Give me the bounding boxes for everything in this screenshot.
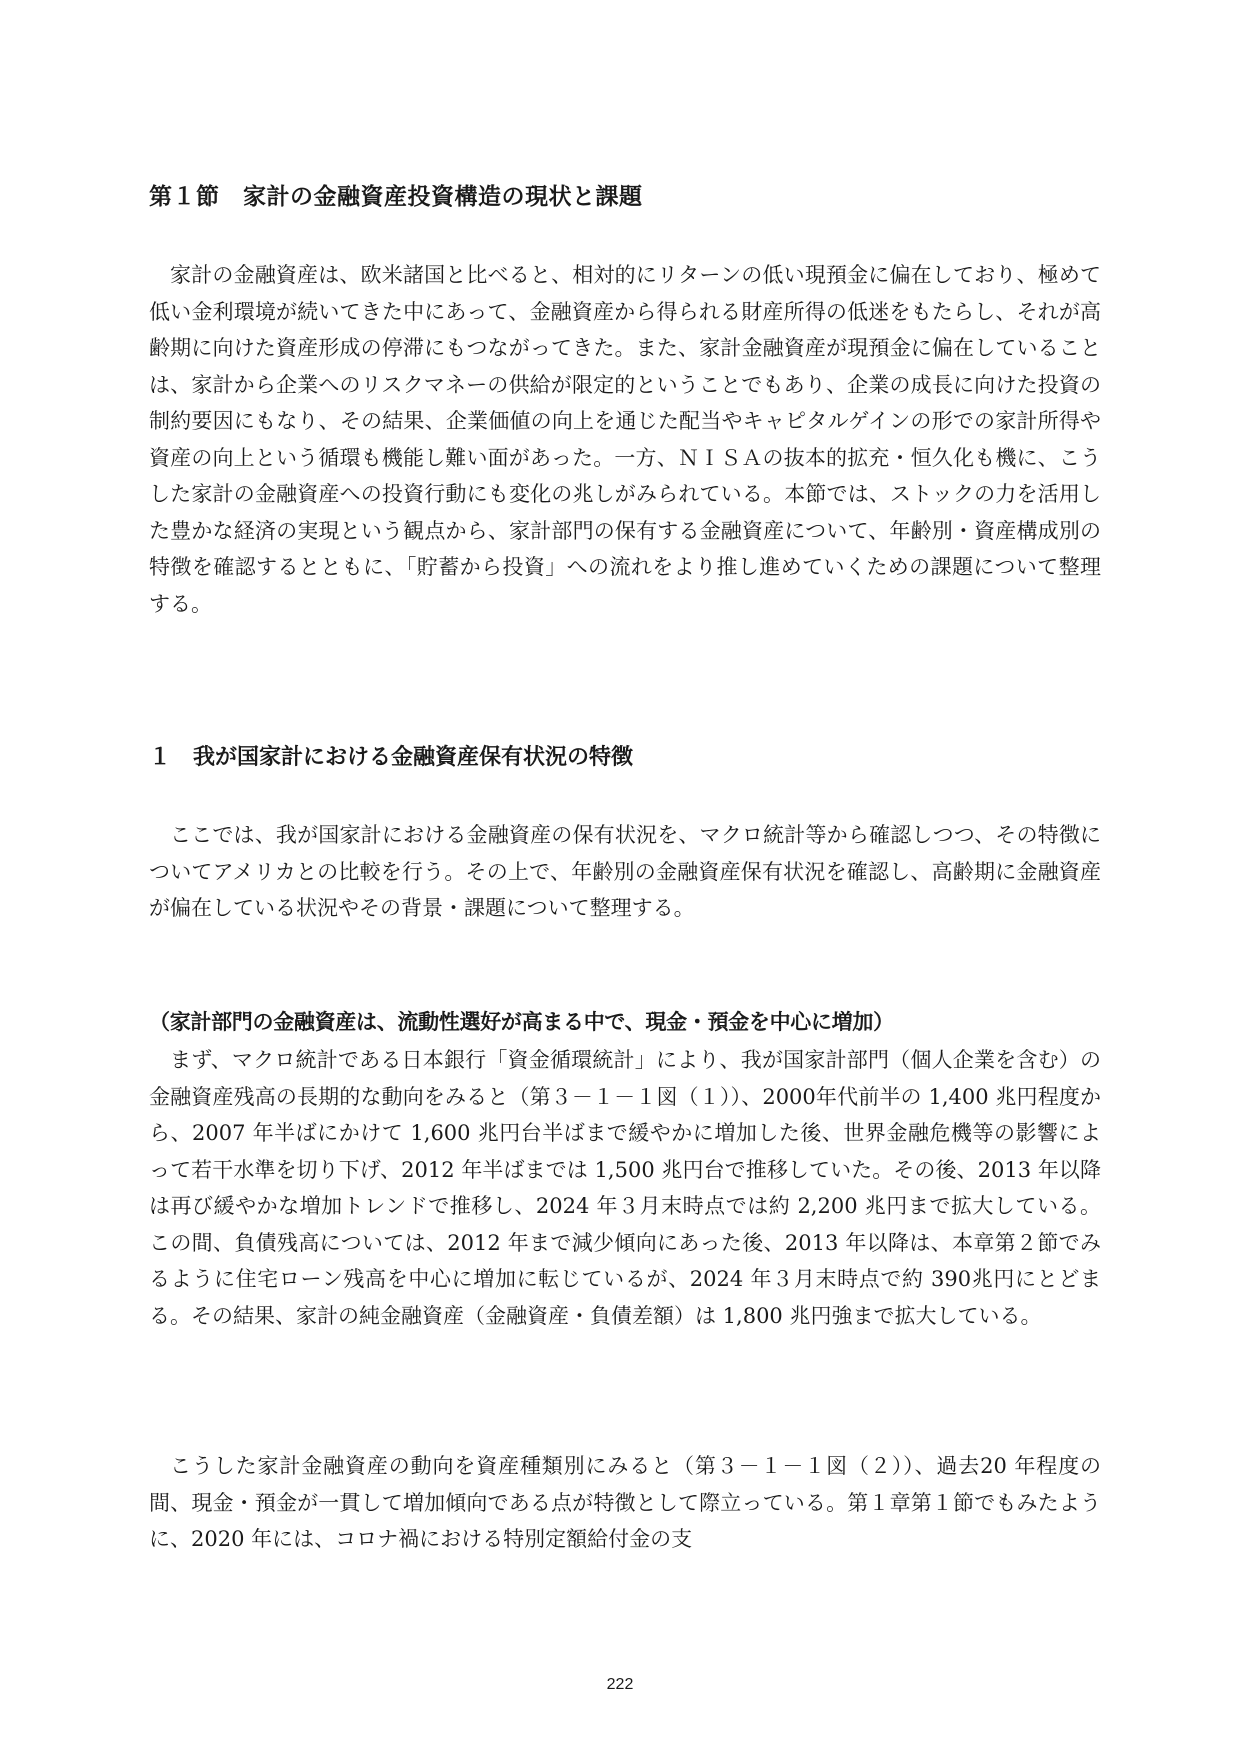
section-title: 第１節 家計の金融資産投資構造の現状と課題 <box>149 184 643 210</box>
section-intro-paragraph: 家計の金融資産は、欧米諸国と比べると、相対的にリターンの低い現預金に偏在しており、極めて低い金利環境が続いてきた中にあって、金融資産から得られる財産所得の低迷をもたらし、それが高齢期に向けた資産形成の停滞にもつながってきた。また、家計金融資産が現預金に偏在していることは、家計から企業へのリスクマネーの供給が限定的ということでもあり、企業の成長に向けた投資の制約要因にもなり、その結果、企業価値の向上を通じた配当やキャピタルゲインの形での家計所得や資産の向上という循環も機能し難い面があった。一方、ＮＩＳＡの抜本的拡充・恒久化も機に、こうした家計の金融資産への投資行動にも変化の兆しがみられている。本節では、ストックの力を活用した豊かな経済の実現という観点から、家計部門の保有する金融資産について、年齢別・資産構成別の特徴を確認するとともに、「貯蓄から投資」への流れをより推し進めていくための課題について整理する。 <box>149 263 1101 616</box>
topic-paragraph-1: まず、マクロ統計である日本銀行「資金循環統計」により、我が国家計部門（個人企業を含む）の金融資産残高の長期的な動向をみると（第３－１－１図（１））、2000年代前半の 1,400 兆円程度から、2007 年半ばにかけて 1,600 兆円台半ばまで緩やかに増加した後、世界金融危機等の影響によって若干水準を切り下げ、2012 年半ばまでは 1,500 兆円台で推移していた。その後、2013 年以降は再び緩やかな増加トレンドで推移し、2024 年３月末時点では約 2,200 兆円まで拡大している。この間、負債残高については、2012 年まで減少傾向にあった後、2013 年以降は、本章第２節でみるように住宅ローン残高を中心に増加に転じているが、2024 年３月末時点で約 390兆円にとどまる。その結果、家計の純金融資産（金融資産・負債差額）は 1,800 兆円強まで拡大している。 <box>149 1048 1101 1328</box>
topic-heading: （家計部門の金融資産は、流動性選好が高まる中で、現金・預金を中心に増加） <box>149 1010 894 1034</box>
topic-paragraph-2: こうした家計金融資産の動向を資産種類別にみると（第３－１－１図（２））、過去20 年程度の間、現金・預金が一貫して増加傾向である点が特徴として際立っている。第１章第１節でもみたように、2020 年には、コロナ禍における特別定額給付金の支 <box>149 1454 1101 1551</box>
page-number: 222 <box>606 1676 634 1693</box>
subsection-title: １ 我が国家計における金融資産保有状況の特徴 <box>149 745 634 770</box>
subsection-intro-paragraph: ここでは、我が国家計における金融資産の保有状況を、マクロ統計等から確認しつつ、その特徴についてアメリカとの比較を行う。その上で、年齢別の金融資産保有状況を確認し、高齢期に金融資産が偏在している状況やその背景・課題について整理する。 <box>149 823 1101 920</box>
